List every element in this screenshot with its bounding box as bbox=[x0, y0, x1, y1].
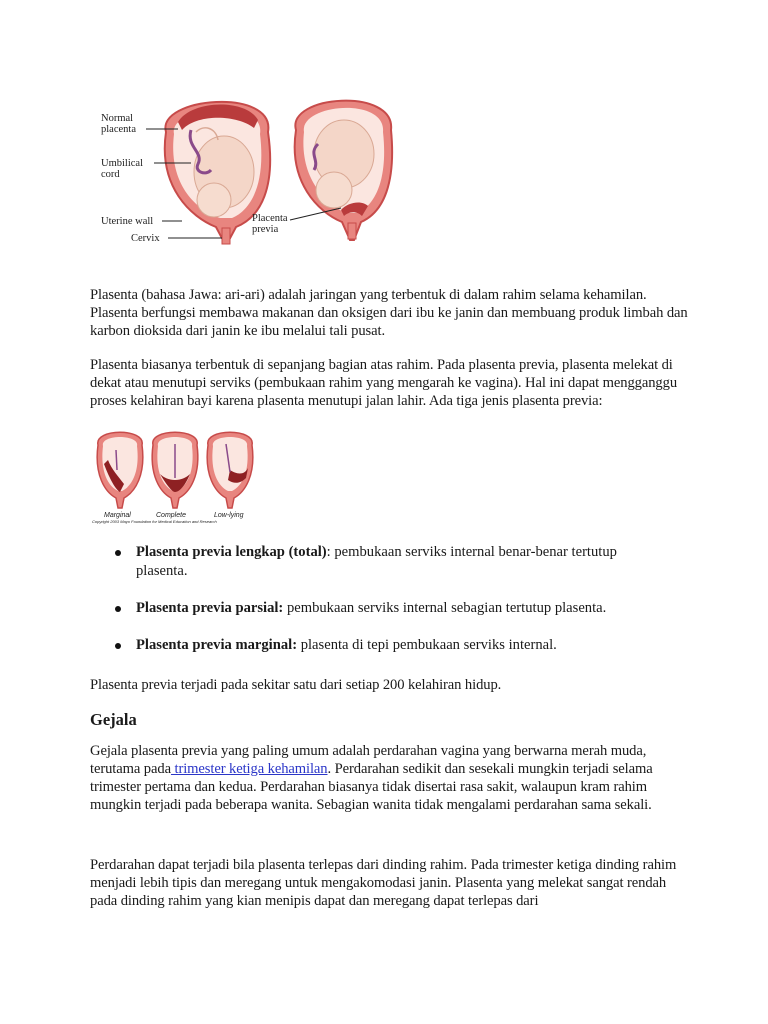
label-cervix: Cervix bbox=[131, 233, 160, 244]
paragraph-symptoms bbox=[90, 742, 690, 814]
placenta-previa-types-list bbox=[112, 543, 672, 655]
section-heading-gejala: Gejala bbox=[90, 710, 137, 729]
list-item-description: pembukaan serviks internal sebagian tertutup plasenta. bbox=[283, 600, 607, 616]
list-item bbox=[112, 599, 672, 618]
figure-caption: Copyright 2003 Mayo Foundation for Medical Education and Research bbox=[92, 519, 217, 524]
list-item-term: Plasenta previa parsial: bbox=[136, 600, 284, 616]
list-item-description: : pembukaan serviks internal benar-benar tertutup plasenta. bbox=[136, 544, 617, 579]
paragraph-incidence: Plasenta previa terjadi pada sekitar satu dari setiap 200 kelahiran hidup. bbox=[90, 677, 502, 693]
list-item-description: plasenta di tepi pembukaan serviks internal. bbox=[297, 637, 557, 653]
symptoms-text-end: . Perdarahan sedikit dan sesekali mungkin terjadi selama trimester pertama dan kedua. Perdarahan biasanya tidak disertai rasa sakit, walaupun kram rahim mungkin terjadi pada beberapa wanita. Sebagian wanita tidak mengalami perdarahan sama sekali. bbox=[90, 761, 653, 813]
trimester-link[interactable]: trimester ketiga kehamilan bbox=[170, 761, 328, 777]
marginal-uterus-illustration bbox=[97, 432, 143, 508]
label-normal-placenta-line2: placenta bbox=[101, 124, 136, 135]
low-lying-uterus-illustration bbox=[207, 432, 253, 508]
label-placenta-previa-line1: Placenta bbox=[252, 213, 288, 224]
placenta-diagram bbox=[96, 92, 396, 262]
paragraph-bleeding-cause: Perdarahan dapat terjadi bila plasenta terlepas dari dinding rahim. Pada trimester ketiga dinding rahim menjadi lebih tipis dan meregang untuk mengakomodasi janin. Plasenta yang melekat sangat rendah pada dinding rahim yang kian menipis dapat dan meregang dapat terlepas dari bbox=[90, 857, 677, 909]
label-low-lying: Low-lying bbox=[214, 512, 244, 519]
bullet-icon bbox=[115, 606, 121, 612]
paragraph-placenta-definition: Plasenta (bahasa Jawa: ari-ari) adalah jaringan yang terbentuk di dalam rahim selama kehamilan. Plasenta berfungsi membawa makanan dan oksigen dari ibu ke janin dan membuang produk limbah dan karbon dioksida dari janin ke ibu melalui tali pusat. bbox=[90, 287, 688, 339]
placenta-previa-types-diagram bbox=[90, 430, 260, 526]
label-marginal: Marginal bbox=[104, 512, 131, 519]
list-item-term: Plasenta previa lengkap (total) bbox=[136, 544, 327, 560]
label-umbilical-cord-line2: cord bbox=[101, 169, 120, 180]
bullet-icon bbox=[115, 550, 121, 556]
label-placenta-previa-line2: previa bbox=[252, 224, 279, 235]
symptoms-text-start: Gejala plasenta previa yang paling umum adalah perdarahan vagina yang berwarna merah muda, terutama pada bbox=[90, 743, 647, 777]
list-item-term: Plasenta previa marginal: bbox=[136, 637, 298, 653]
list-item bbox=[112, 636, 672, 655]
label-normal-placenta-line1: Normal bbox=[101, 113, 134, 124]
placenta-previa-uterus-illustration bbox=[295, 101, 392, 240]
list-item bbox=[112, 543, 672, 581]
complete-uterus-illustration bbox=[152, 432, 198, 508]
bullet-icon bbox=[115, 643, 121, 649]
label-complete: Complete bbox=[156, 512, 186, 519]
paragraph-placenta-previa-intro: Plasenta biasanya terbentuk di sepanjang bagian atas rahim. Pada plasenta previa, plasenta melekat di dekat atau menutupi serviks (pembukaan rahim yang mengarah ke vagina). Hal ini dapat mengganggu proses kelahiran bayi karena plasenta menutupi jalan lahir. Ada tiga jenis plasenta previa: bbox=[90, 357, 678, 409]
label-uterine-wall: Uterine wall bbox=[101, 216, 154, 227]
label-umbilical-cord-line1: Umbilical bbox=[101, 158, 143, 169]
